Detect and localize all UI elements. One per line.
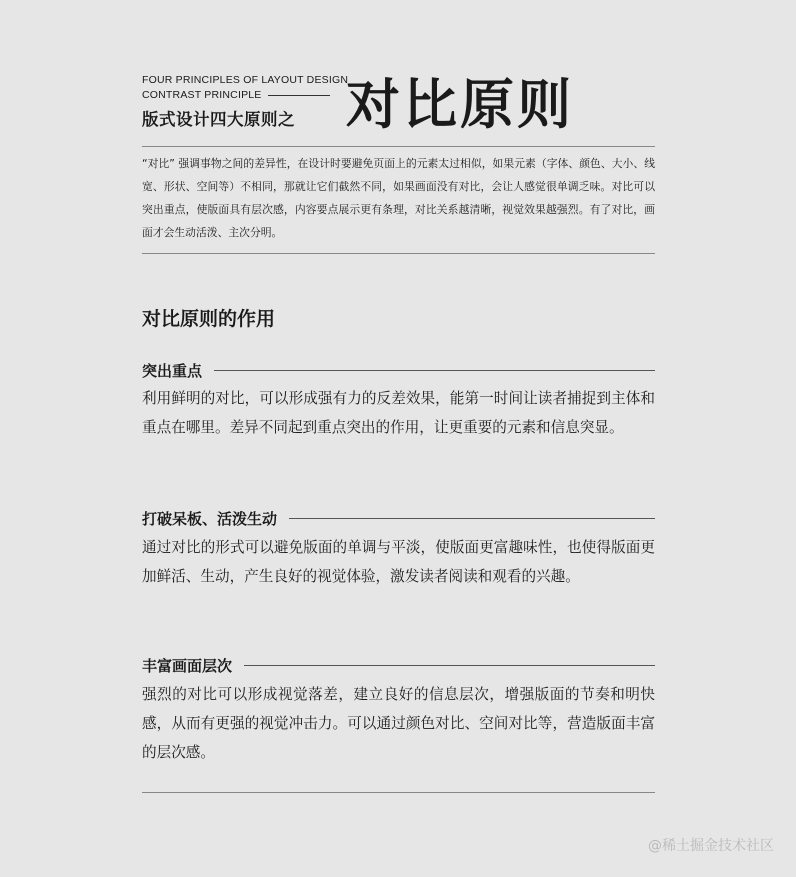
- paragraph-2: 通过对比的形式可以避免版面的单调与平淡，使版面更富趣味性，也使得版面更加鲜活、生动，产生良好的视觉体验，激发读者阅读和观看的兴趣。: [142, 539, 655, 585]
- english-subtitle: CONTRAST PRINCIPLE: [142, 89, 262, 101]
- intro-paragraph: “对比” 强调事物之间的差异性，在设计时要避免页面上的元素太过相似，如果元素（字体、颜色、大小、线宽、形状、空间等）不相同，那就让它们截然不同，如果画面没有对比，会让人感觉很单调乏味。对比可以突出重点，使版面具有层次感，内容要点展示更有条理，对比关系越清晰，视觉效果越强烈。有了对比，画面才会生动活泼、主次分明。: [142, 157, 655, 239]
- paragraph-1: 利用鲜明的对比，可以形成强有力的反差效果，能第一时间让读者捕捉到主体和重点在哪里。差异不同起到重点突出的作用，让更重要的元素和信息突显。: [142, 390, 655, 436]
- section-title: 对比原则的作用: [142, 308, 276, 330]
- divider-intro: [142, 253, 655, 254]
- subheading-label: 突出重点: [142, 362, 203, 380]
- subheading-2: [142, 508, 655, 529]
- paragraph-3: 强烈的对比可以形成视觉落差，建立良好的信息层次，增强版面的节奏和明快感，从而有更强的视觉冲击力。可以通过颜色对比、空间对比等，营造版面丰富的层次感。: [142, 686, 655, 761]
- document-page: [142, 0, 655, 877]
- subheading-1: [142, 360, 655, 381]
- subheading-3: [142, 655, 655, 676]
- subheading-rule: [214, 370, 655, 371]
- watermark: @稀土掘金技术社区: [648, 838, 774, 854]
- subheading-label: 打破呆板、活泼生动: [142, 510, 278, 528]
- header: [142, 72, 655, 138]
- subheading-label: 丰富画面层次: [142, 657, 233, 675]
- divider-bottom: [142, 792, 655, 793]
- chinese-subtitle: 版式设计四大原则之: [142, 110, 295, 129]
- english-subtitle-row: [142, 89, 330, 101]
- main-title: 对比原则: [346, 73, 574, 136]
- subtitle-rule: [268, 95, 330, 96]
- subheading-rule: [244, 665, 655, 666]
- subheading-rule: [289, 518, 655, 519]
- divider-top: [142, 146, 655, 147]
- english-title: FOUR PRINCIPLES OF LAYOUT DESIGN: [142, 74, 349, 86]
